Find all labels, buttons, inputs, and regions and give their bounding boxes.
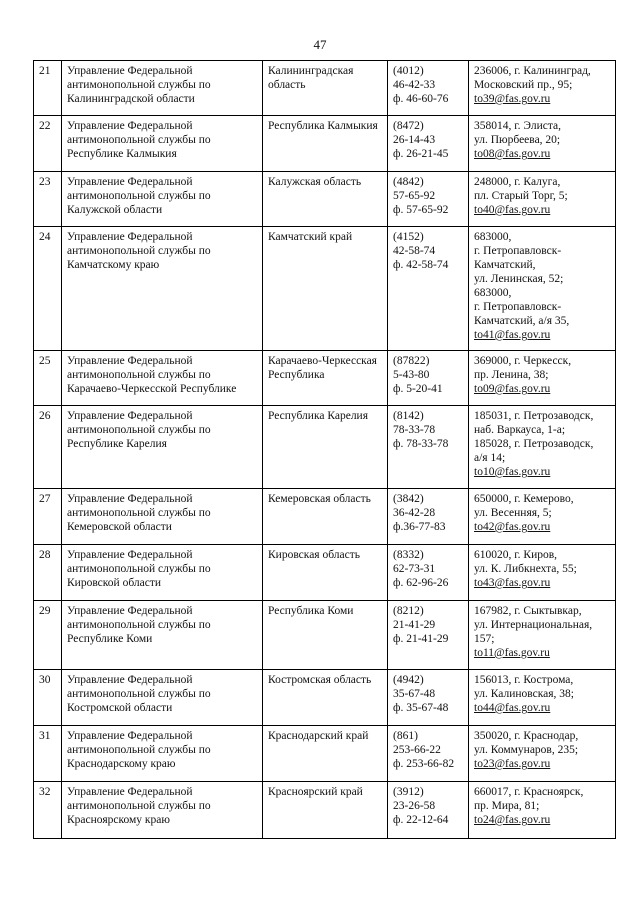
region-cell	[263, 172, 388, 227]
phone-cell	[388, 670, 469, 726]
email-link[interactable]: to43@fas.gov.ru	[474, 577, 551, 589]
row-number: 24	[39, 231, 51, 243]
region-line: Кировская область	[268, 549, 361, 561]
region-cell	[263, 545, 388, 601]
phone-line: (8142)	[393, 410, 424, 422]
row-number: 27	[39, 493, 51, 505]
region-cell	[263, 116, 388, 172]
row-number-cell	[34, 489, 62, 545]
office-name-line: антимонопольной службы по	[67, 619, 211, 631]
phone-line: (4942)	[393, 674, 424, 686]
region-line: Красноярский край	[268, 786, 363, 798]
address-cell	[469, 61, 616, 116]
row-number: 30	[39, 674, 51, 686]
row-number-cell	[34, 670, 62, 726]
phone-line: ф. 22-12-64	[393, 814, 449, 826]
row-number-cell	[34, 116, 62, 172]
phone-line: ф. 62-96-26	[393, 577, 449, 589]
email-link[interactable]: to23@fas.gov.ru	[474, 758, 551, 770]
phone-line: ф. 21-41-29	[393, 633, 449, 645]
address-cell	[469, 116, 616, 172]
region-line: Республика Калмыкия	[268, 120, 378, 132]
office-name-line: Кемеровской области	[67, 521, 172, 533]
phone-cell	[388, 726, 469, 782]
phone-line: 26-14-43	[393, 134, 436, 146]
address-line: г. Петропавловск-	[474, 245, 562, 257]
office-name-line: антимонопольной службы по	[67, 744, 211, 756]
phone-line: 62-73-31	[393, 563, 436, 575]
phone-cell	[388, 545, 469, 601]
phone-line: 57-65-92	[393, 190, 436, 202]
phone-line: 46-42-33	[393, 79, 436, 91]
phone-cell	[388, 782, 469, 839]
office-name-cell	[62, 61, 263, 116]
address-line: пл. Старый Торг, 5;	[474, 190, 568, 202]
email-link[interactable]: to39@fas.gov.ru	[474, 93, 551, 105]
address-cell	[469, 351, 616, 406]
address-line: 610020, г. Киров,	[474, 549, 558, 561]
phone-cell	[388, 406, 469, 489]
phone-line: 253-66-22	[393, 744, 441, 756]
office-name-line: антимонопольной службы по	[67, 424, 211, 436]
office-name-cell	[62, 489, 263, 545]
office-name-cell	[62, 116, 263, 172]
office-name-line: антимонопольной службы по	[67, 245, 211, 257]
address-line: 236006, г. Калининград,	[474, 65, 591, 77]
phone-cell	[388, 227, 469, 351]
region-cell	[263, 406, 388, 489]
office-name-line: антимонопольной службы по	[67, 190, 211, 202]
region-cell	[263, 351, 388, 406]
address-line: ул. Коммунаров, 235;	[474, 744, 579, 756]
office-name-line: антимонопольной службы по	[67, 507, 211, 519]
address-line: ул. Калиновская, 38;	[474, 688, 574, 700]
region-line: область	[268, 79, 306, 91]
phone-line: (861)	[393, 730, 418, 742]
office-name-cell	[62, 172, 263, 227]
table-row	[34, 489, 616, 545]
address-line: Московский пр., 95;	[474, 79, 573, 91]
row-number-cell	[34, 601, 62, 670]
phone-line: 5-43-80	[393, 369, 430, 381]
directory-rows	[34, 61, 616, 839]
address-line: Камчатский, а/я 35,	[474, 315, 570, 327]
phone-line: 23-26-58	[393, 800, 436, 812]
office-name-line: Управление Федеральной	[67, 674, 193, 686]
region-line: Карачаево-Черкесская	[268, 355, 377, 367]
email-link[interactable]: to42@fas.gov.ru	[474, 521, 551, 533]
phone-cell	[388, 601, 469, 670]
office-name-line: Республике Калмыкия	[67, 148, 177, 160]
address-cell	[469, 227, 616, 351]
address-line: пр. Ленина, 38;	[474, 369, 549, 381]
email-link[interactable]: to10@fas.gov.ru	[474, 466, 551, 478]
address-line: 156013, г. Кострома,	[474, 674, 574, 686]
region-cell	[263, 782, 388, 839]
phone-line: ф. 42-58-74	[393, 259, 449, 271]
region-cell	[263, 670, 388, 726]
phone-line: (8212)	[393, 605, 424, 617]
row-number: 29	[39, 605, 51, 617]
table-row	[34, 61, 616, 116]
phone-line: 42-58-74	[393, 245, 436, 257]
email-link[interactable]: to24@fas.gov.ru	[474, 814, 551, 826]
region-line: Республика Коми	[268, 605, 354, 617]
address-line: 650000, г. Кемерово,	[474, 493, 574, 505]
address-line: наб. Варкауса, 1-а;	[474, 424, 566, 436]
office-name-line: Кировской области	[67, 577, 162, 589]
phone-line: ф. 5-20-41	[393, 383, 443, 395]
office-name-line: Управление Федеральной	[67, 176, 193, 188]
office-name-line: Управление Федеральной	[67, 410, 193, 422]
office-directory-table	[33, 60, 616, 839]
phone-cell	[388, 116, 469, 172]
office-name-line: Красноярскому краю	[67, 814, 170, 826]
phone-line: ф. 26-21-45	[393, 148, 449, 160]
office-name-line: антимонопольной службы по	[67, 134, 211, 146]
address-line: ул. Весенняя, 5;	[474, 507, 552, 519]
email-link[interactable]: to44@fas.gov.ru	[474, 702, 551, 714]
office-name-line: Республике Коми	[67, 633, 153, 645]
office-name-line: Костромской области	[67, 702, 173, 714]
office-name-line: антимонопольной службы по	[67, 563, 211, 575]
phone-line: (3912)	[393, 786, 424, 798]
region-cell	[263, 227, 388, 351]
address-line: 185031, г. Петрозаводск,	[474, 410, 594, 422]
office-name-line: Управление Федеральной	[67, 231, 193, 243]
row-number-cell	[34, 406, 62, 489]
phone-line: 36-42-28	[393, 507, 436, 519]
address-cell	[469, 489, 616, 545]
address-cell	[469, 670, 616, 726]
address-line: ул. Ленинская, 52;	[474, 273, 564, 285]
region-line: Калининградская	[268, 65, 354, 77]
address-cell	[469, 545, 616, 601]
office-name-line: Камчатскому краю	[67, 259, 160, 271]
office-name-cell	[62, 406, 263, 489]
address-cell	[469, 782, 616, 839]
email-link[interactable]: to11@fas.gov.ru	[474, 647, 550, 659]
row-number: 32	[39, 786, 51, 798]
table-row	[34, 227, 616, 351]
phone-line: 35-67-48	[393, 688, 436, 700]
address-cell	[469, 172, 616, 227]
phone-line: (8332)	[393, 549, 424, 561]
office-name-line: Управление Федеральной	[67, 493, 193, 505]
row-number: 26	[39, 410, 51, 422]
office-name-line: Управление Федеральной	[67, 355, 193, 367]
address-line: пр. Мира, 81;	[474, 800, 540, 812]
row-number-cell	[34, 351, 62, 406]
row-number-cell	[34, 172, 62, 227]
email-link[interactable]: to40@fas.gov.ru	[474, 204, 551, 216]
email-link[interactable]: to08@fas.gov.ru	[474, 148, 551, 160]
office-name-cell	[62, 670, 263, 726]
table-row	[34, 782, 616, 839]
office-name-line: Краснодарскому краю	[67, 758, 176, 770]
phone-line: (4012)	[393, 65, 424, 77]
address-line: г. Петропавловск-	[474, 301, 562, 313]
region-line: Кемеровская область	[268, 493, 371, 505]
office-name-line: антимонопольной службы по	[67, 79, 211, 91]
office-name-cell	[62, 351, 263, 406]
address-line: Камчатский,	[474, 259, 536, 271]
row-number: 28	[39, 549, 51, 561]
table-row	[34, 545, 616, 601]
region-cell	[263, 61, 388, 116]
row-number-cell	[34, 726, 62, 782]
office-name-line: Калужской области	[67, 204, 163, 216]
office-name-line: Управление Федеральной	[67, 730, 193, 742]
phone-line: (87822)	[393, 355, 430, 367]
address-cell	[469, 601, 616, 670]
region-line: Республика Карелия	[268, 410, 369, 422]
row-number: 21	[39, 65, 51, 77]
office-name-line: антимонопольной службы по	[67, 800, 211, 812]
region-line: Костромская область	[268, 674, 372, 686]
phone-line: ф.36-77-83	[393, 521, 446, 533]
phone-cell	[388, 351, 469, 406]
address-cell	[469, 726, 616, 782]
address-line: ул. Пюрбеева, 20;	[474, 134, 561, 146]
region-line: Краснодарский край	[268, 730, 369, 742]
row-number: 22	[39, 120, 51, 132]
office-name-line: Республике Карелия	[67, 438, 167, 450]
address-line: 350020, г. Краснодар,	[474, 730, 579, 742]
phone-line: (8472)	[393, 120, 424, 132]
office-name-line: антимонопольной службы по	[67, 369, 211, 381]
office-name-line: Управление Федеральной	[67, 549, 193, 561]
address-line: 185028, г. Петрозаводск,	[474, 438, 594, 450]
address-line: 358014, г. Элиста,	[474, 120, 562, 132]
phone-line: ф. 46-60-76	[393, 93, 449, 105]
phone-line: 78-33-78	[393, 424, 436, 436]
office-name-line: Управление Федеральной	[67, 120, 193, 132]
row-number: 25	[39, 355, 51, 367]
phone-cell	[388, 489, 469, 545]
address-line: 683000,	[474, 287, 512, 299]
address-line: 157;	[474, 633, 495, 645]
region-cell	[263, 601, 388, 670]
table-row	[34, 601, 616, 670]
row-number: 31	[39, 730, 51, 742]
office-name-cell	[62, 601, 263, 670]
phone-line: ф. 253-66-82	[393, 758, 455, 770]
region-line: Камчатский край	[268, 231, 353, 243]
table-row	[34, 351, 616, 406]
phone-line: (4152)	[393, 231, 424, 243]
office-name-line: Калининградской области	[67, 93, 195, 105]
office-name-cell	[62, 545, 263, 601]
office-name-line: Управление Федеральной	[67, 605, 193, 617]
region-cell	[263, 489, 388, 545]
phone-line: ф. 57-65-92	[393, 204, 449, 216]
address-line: 248000, г. Калуга,	[474, 176, 561, 188]
address-cell	[469, 406, 616, 489]
phone-line: ф. 78-33-78	[393, 438, 449, 450]
page-number: 47	[313, 37, 327, 52]
row-number-cell	[34, 782, 62, 839]
phone-line: ф. 35-67-48	[393, 702, 449, 714]
address-line: 660017, г. Красноярск,	[474, 786, 584, 798]
row-number-cell	[34, 545, 62, 601]
office-name-line: антимонопольной службы по	[67, 688, 211, 700]
phone-line: (3842)	[393, 493, 424, 505]
address-line: 683000,	[474, 231, 512, 243]
table-row	[34, 406, 616, 489]
address-line: 167982, г. Сыктывкар,	[474, 605, 582, 617]
office-name-cell	[62, 227, 263, 351]
office-name-line: Управление Федеральной	[67, 786, 193, 798]
row-number-cell	[34, 227, 62, 351]
phone-cell	[388, 61, 469, 116]
address-line: ул. Интернациональная,	[474, 619, 593, 631]
row-number: 23	[39, 176, 51, 188]
row-number-cell	[34, 61, 62, 116]
address-line: 369000, г. Черкесск,	[474, 355, 572, 367]
office-name-line: Карачаево-Черкесской Республике	[67, 383, 237, 395]
office-name-cell	[62, 782, 263, 839]
region-cell	[263, 726, 388, 782]
phone-cell	[388, 172, 469, 227]
office-name-line: Управление Федеральной	[67, 65, 193, 77]
email-link[interactable]: to41@fas.gov.ru	[474, 329, 551, 341]
table-row	[34, 670, 616, 726]
phone-line: 21-41-29	[393, 619, 436, 631]
table-row	[34, 726, 616, 782]
email-link[interactable]: to09@fas.gov.ru	[474, 383, 551, 395]
region-line: Калужская область	[268, 176, 362, 188]
region-line: Республика	[268, 369, 325, 381]
table-row	[34, 172, 616, 227]
phone-line: (4842)	[393, 176, 424, 188]
address-line: ул. К. Либкнехта, 55;	[474, 563, 577, 575]
address-line: а/я 14;	[474, 452, 506, 464]
table-row	[34, 116, 616, 172]
office-name-cell	[62, 726, 263, 782]
